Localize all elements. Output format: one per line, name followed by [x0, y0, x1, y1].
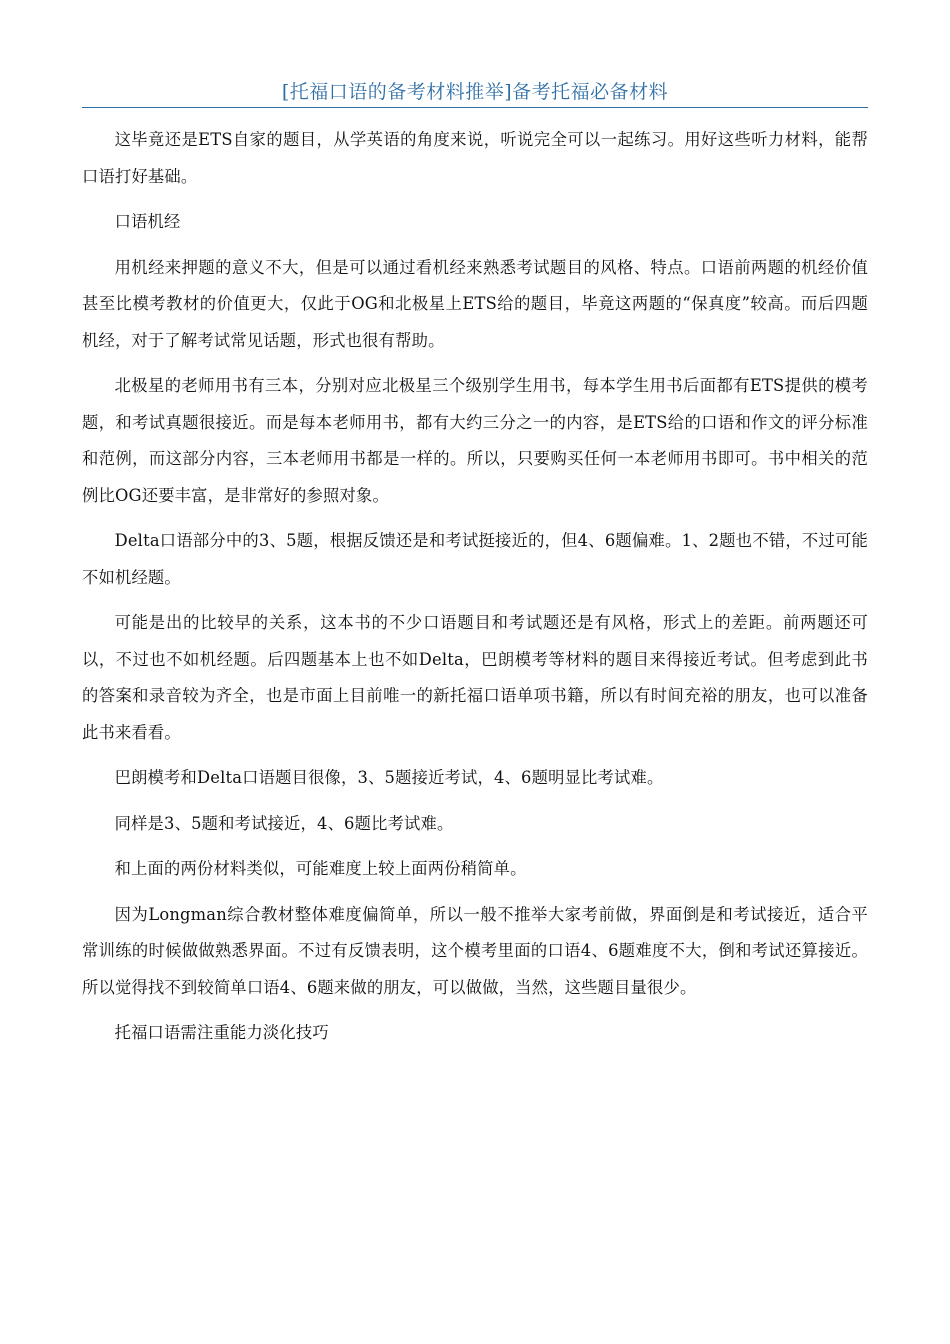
paragraph: 和上面的两份材料类似，可能难度上较上面两份稍简单。 [114, 859, 527, 878]
paragraph: 因为Longman综合教材整体难度偏简单，所以一般不推举大家考前做，界面倒是和考试接近，适合平常训练的时候做做熟悉界面。不过有反馈表明，这个模考里面的口语4、6题难度不大，倒和考试还算接近。所以觉得找不到较简单口语4、6题来做的朋友，可以做做，当然，这些题目量很少。 [82, 904, 868, 997]
paragraph: 同样是3、5题和考试接近，4、6题比考试难。 [114, 813, 454, 833]
document-body [82, 122, 868, 1061]
paragraph: 北极星的老师用书有三本，分别对应北极星三个级别学生用书，每本学生用书后面都有ETS提供的模考题，和考试真题很接近。而是每本老师用书，都有大约三分之一的内容，是ETS给的口语和作文的评分标准和范例，而这部分内容，三本老师用书都是一样的。所以，只要购买任何一本老师用书即可。书中相关的范例比OG还要丰富，是非常好的参照对象。 [82, 376, 868, 505]
paragraph: Delta口语部分中的3、5题，根据反馈还是和考试挺接近的，但4、6题偏难。1、2题也不错，不过可能不如机经题。 [82, 531, 868, 587]
section-heading: 口语机经 [114, 212, 181, 231]
paragraph: 用机经来押题的意义不大，但是可以通过看机经来熟悉考试题目的风格、特点。口语前两题的机经价值甚至比模考教材的价值更大，仅此于OG和北极星上ETS给的题目，毕竟这两题的“保真度”较高。而后四题机经，对于了解考试常见话题，形式也很有帮助。 [82, 257, 868, 350]
document-header-title: [托福口语的备考材料推举]备考托福必备材料 [281, 81, 669, 103]
section-heading: 托福口语需注重能力淡化技巧 [114, 1023, 329, 1042]
paragraph: 巴朗模考和Delta口语题目很像，3、5题接近考试，4、6题明显比考试难。 [114, 768, 664, 787]
paragraph: 可能是出的比较早的关系，这本书的不少口语题目和考试题还是有风格，形式上的差距。前两题还可以，不过也不如机经题。后四题基本上也不如Delta，巴朗模考等材料的题目来得接近考试。但考虑到此书的答案和录音较为齐全，也是市面上目前唯一的新托福口语单项书籍，所以有时间充裕的朋友，也可以准备此书来看看。 [82, 613, 868, 742]
paragraph: 这毕竟还是ETS自家的题目，从学英语的角度来说，听说完全可以一起练习。用好这些听力材料，能帮口语打好基础。 [82, 130, 868, 186]
header-divider [82, 107, 868, 108]
